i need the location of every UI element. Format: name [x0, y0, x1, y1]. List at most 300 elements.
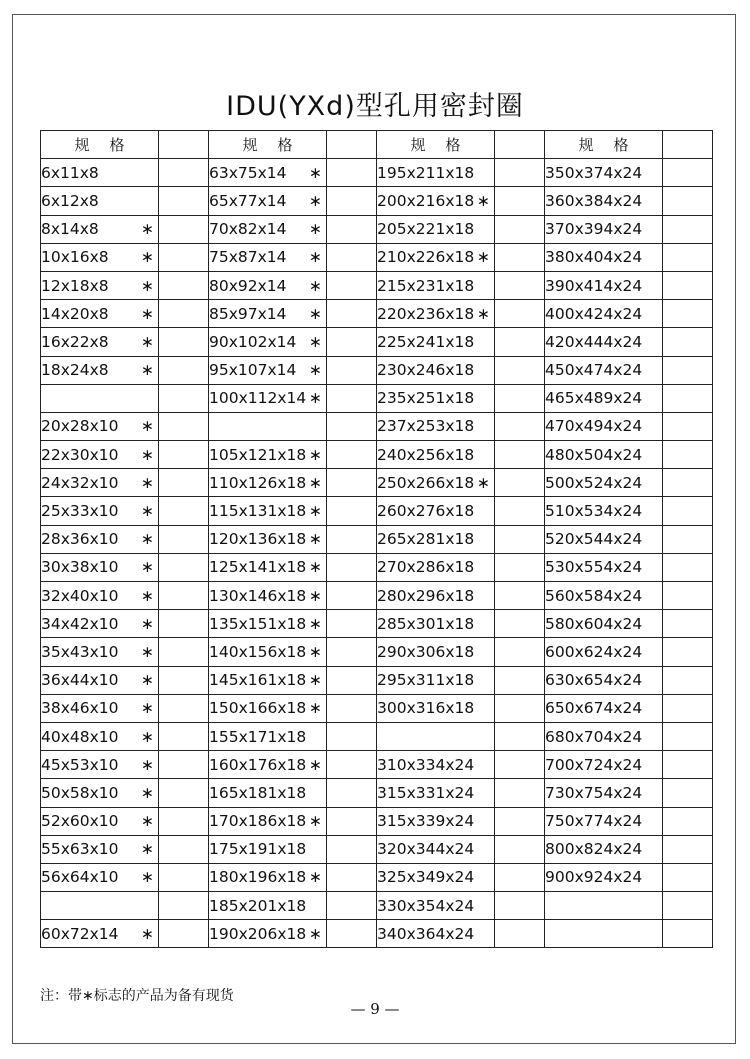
spec-value: 25x33x10 — [41, 502, 119, 521]
spec-value: 210x226x18 — [377, 248, 475, 267]
spec-value: 45x53x10 — [41, 755, 119, 774]
spec-value: 130x146x18 — [209, 586, 307, 605]
spec-cell — [545, 863, 663, 891]
gap-cell — [327, 328, 377, 356]
gap-cell — [495, 610, 545, 638]
spec-cell — [209, 694, 327, 722]
table-row — [41, 159, 713, 187]
spec-value: 105x121x18 — [209, 445, 307, 464]
table-row — [41, 243, 713, 271]
gap-cell — [159, 553, 209, 581]
spec-cell — [545, 243, 663, 271]
spec-cell — [377, 694, 495, 722]
gap-cell — [159, 187, 209, 215]
spec-value: 18x24x8 — [41, 361, 109, 380]
spec-value: 285x301x18 — [377, 614, 475, 633]
in-stock-mark: ∗ — [141, 445, 154, 464]
gap-cell — [327, 582, 377, 610]
gap-cell — [663, 441, 713, 469]
spec-cell — [545, 779, 663, 807]
spec-cell — [377, 159, 495, 187]
spec-value: 470x494x24 — [545, 417, 643, 436]
spec-cell — [41, 159, 159, 187]
gap-cell — [663, 610, 713, 638]
spec-value: 36x44x10 — [41, 671, 119, 690]
spec-cell — [41, 582, 159, 610]
spec-value: 600x624x24 — [545, 642, 643, 661]
spec-value: 35x43x10 — [41, 642, 119, 661]
spec-value: 630x654x24 — [545, 671, 643, 690]
spec-cell — [377, 271, 495, 299]
table-row — [41, 807, 713, 835]
gap-cell — [495, 159, 545, 187]
spec-value: 30x38x10 — [41, 558, 119, 577]
spec-value: 22x30x10 — [41, 445, 119, 464]
gap-cell — [327, 441, 377, 469]
spec-cell — [545, 412, 663, 440]
gap-cell — [495, 131, 545, 159]
gap-cell — [663, 638, 713, 666]
in-stock-mark: ∗ — [309, 868, 322, 887]
spec-cell — [209, 807, 327, 835]
table-row — [41, 441, 713, 469]
gap-cell — [663, 384, 713, 412]
spec-value: 237x253x18 — [377, 417, 475, 436]
spec-cell — [377, 722, 495, 750]
spec-value: 700x724x24 — [545, 755, 643, 774]
gap-cell — [327, 863, 377, 891]
in-stock-mark: ∗ — [309, 163, 322, 182]
in-stock-mark: ∗ — [309, 332, 322, 351]
spec-cell — [209, 441, 327, 469]
spec-value: 65x77x14 — [209, 191, 287, 210]
spec-value: 215x231x18 — [377, 276, 475, 295]
gap-cell — [495, 807, 545, 835]
spec-value: 125x141x18 — [209, 558, 307, 577]
spec-cell — [545, 215, 663, 243]
spec-value: 480x504x24 — [545, 445, 643, 464]
spec-cell — [209, 582, 327, 610]
spec-cell — [41, 694, 159, 722]
spec-cell — [41, 807, 159, 835]
spec-cell — [545, 384, 663, 412]
table-row — [41, 271, 713, 299]
spec-value: 450x474x24 — [545, 361, 643, 380]
spec-cell — [209, 920, 327, 948]
in-stock-mark: ∗ — [141, 642, 154, 661]
spec-value: 225x241x18 — [377, 332, 475, 351]
spec-cell — [377, 441, 495, 469]
spec-value: 6x12x8 — [41, 191, 99, 210]
table-row — [41, 751, 713, 779]
spec-cell — [41, 215, 159, 243]
gap-cell — [327, 243, 377, 271]
spec-value: 34x42x10 — [41, 614, 119, 633]
spec-cell — [377, 187, 495, 215]
in-stock-mark: ∗ — [141, 868, 154, 887]
in-stock-mark: ∗ — [141, 671, 154, 690]
spec-cell — [377, 328, 495, 356]
gap-cell — [327, 469, 377, 497]
table-row — [41, 469, 713, 497]
spec-cell — [377, 920, 495, 948]
gap-cell — [159, 159, 209, 187]
spec-cell — [209, 835, 327, 863]
gap-cell — [159, 300, 209, 328]
spec-cell — [545, 610, 663, 638]
spec-value: 170x186x18 — [209, 812, 307, 831]
spec-value: 160x176x18 — [209, 755, 307, 774]
spec-value: 90x102x14 — [209, 332, 297, 351]
spec-value: 270x286x18 — [377, 558, 475, 577]
spec-cell — [545, 328, 663, 356]
gap-cell — [663, 131, 713, 159]
gap-cell — [495, 243, 545, 271]
spec-value: 50x58x10 — [41, 783, 119, 802]
spec-cell — [41, 525, 159, 553]
gap-cell — [663, 920, 713, 948]
spec-cell — [209, 215, 327, 243]
gap-cell — [159, 807, 209, 835]
spec-cell — [41, 497, 159, 525]
gap-cell — [663, 892, 713, 920]
spec-value: 220x236x18 — [377, 304, 475, 323]
spec-cell — [209, 497, 327, 525]
spec-value: 400x424x24 — [545, 304, 643, 323]
spec-cell — [377, 525, 495, 553]
gap-cell — [327, 638, 377, 666]
table-row — [41, 215, 713, 243]
gap-cell — [495, 300, 545, 328]
spec-value: 580x604x24 — [545, 614, 643, 633]
spec-cell — [41, 384, 159, 412]
spec-cell — [209, 159, 327, 187]
spec-cell — [209, 722, 327, 750]
gap-cell — [663, 187, 713, 215]
spec-value: 38x46x10 — [41, 699, 119, 718]
spec-value: 185x201x18 — [209, 896, 307, 915]
spec-cell — [41, 328, 159, 356]
gap-cell — [327, 187, 377, 215]
spec-value: 95x107x14 — [209, 361, 297, 380]
table-row — [41, 722, 713, 750]
spec-cell — [545, 722, 663, 750]
spec-value: 390x414x24 — [545, 276, 643, 295]
gap-cell — [327, 751, 377, 779]
spec-cell — [377, 215, 495, 243]
gap-cell — [327, 525, 377, 553]
gap-cell — [327, 412, 377, 440]
spec-value: 52x60x10 — [41, 812, 119, 831]
gap-cell — [663, 722, 713, 750]
spec-table — [40, 130, 713, 948]
gap-cell — [159, 271, 209, 299]
spec-cell — [545, 920, 663, 948]
in-stock-mark: ∗ — [141, 783, 154, 802]
gap-cell — [663, 328, 713, 356]
spec-value: 750x774x24 — [545, 812, 643, 831]
gap-cell — [663, 412, 713, 440]
in-stock-mark: ∗ — [309, 389, 322, 408]
header-cell: 规格 — [377, 131, 495, 159]
spec-cell — [41, 469, 159, 497]
in-stock-mark: ∗ — [309, 502, 322, 521]
in-stock-mark: ∗ — [309, 191, 322, 210]
spec-cell — [377, 666, 495, 694]
spec-cell — [377, 412, 495, 440]
spec-cell — [41, 243, 159, 271]
gap-cell — [663, 694, 713, 722]
spec-cell — [545, 469, 663, 497]
spec-value: 340x364x24 — [377, 924, 475, 943]
spec-value: 56x64x10 — [41, 868, 119, 887]
table-row — [41, 610, 713, 638]
spec-value: 190x206x18 — [209, 924, 307, 943]
in-stock-mark: ∗ — [141, 812, 154, 831]
spec-cell — [377, 863, 495, 891]
gap-cell — [663, 469, 713, 497]
gap-cell — [495, 469, 545, 497]
spec-value: 420x444x24 — [545, 332, 643, 351]
gap-cell — [327, 159, 377, 187]
gap-cell — [159, 243, 209, 271]
spec-value: 8x14x8 — [41, 220, 99, 239]
spec-value: 55x63x10 — [41, 840, 119, 859]
spec-cell — [209, 412, 327, 440]
in-stock-mark: ∗ — [309, 248, 322, 267]
in-stock-mark: ∗ — [309, 473, 322, 492]
table-row — [41, 187, 713, 215]
spec-value: 63x75x14 — [209, 163, 287, 182]
gap-cell — [327, 920, 377, 948]
in-stock-mark: ∗ — [141, 840, 154, 859]
spec-value: 510x534x24 — [545, 502, 643, 521]
in-stock-mark: ∗ — [141, 417, 154, 436]
in-stock-mark: ∗ — [141, 276, 154, 295]
spec-cell — [41, 187, 159, 215]
spec-cell — [209, 300, 327, 328]
spec-cell — [377, 300, 495, 328]
in-stock-mark: ∗ — [309, 445, 322, 464]
spec-value: 260x276x18 — [377, 502, 475, 521]
gap-cell — [495, 722, 545, 750]
spec-value: 115x131x18 — [209, 502, 307, 521]
gap-cell — [327, 610, 377, 638]
gap-cell — [327, 694, 377, 722]
spec-cell — [545, 525, 663, 553]
table-row — [41, 694, 713, 722]
spec-value: 465x489x24 — [545, 389, 643, 408]
spec-table-body — [41, 131, 713, 948]
gap-cell — [159, 131, 209, 159]
spec-cell — [41, 441, 159, 469]
spec-value: 265x281x18 — [377, 530, 475, 549]
spec-value: 560x584x24 — [545, 586, 643, 605]
gap-cell — [159, 412, 209, 440]
spec-cell — [209, 328, 327, 356]
spec-cell — [545, 582, 663, 610]
table-row — [41, 582, 713, 610]
spec-value: 320x344x24 — [377, 840, 475, 859]
spec-value: 520x544x24 — [545, 530, 643, 549]
gap-cell — [663, 300, 713, 328]
gap-cell — [159, 666, 209, 694]
spec-value: 80x92x14 — [209, 276, 287, 295]
spec-value: 60x72x14 — [41, 924, 119, 943]
spec-value: 140x156x18 — [209, 642, 307, 661]
spec-cell — [41, 638, 159, 666]
gap-cell — [495, 835, 545, 863]
spec-value: 280x296x18 — [377, 586, 475, 605]
spec-cell — [377, 892, 495, 920]
spec-cell — [545, 835, 663, 863]
spec-value: 360x384x24 — [545, 191, 643, 210]
gap-cell — [495, 215, 545, 243]
spec-value: 300x316x18 — [377, 699, 475, 718]
spec-cell — [41, 835, 159, 863]
spec-value: 20x28x10 — [41, 417, 119, 436]
spec-value: 165x181x18 — [209, 783, 307, 802]
in-stock-mark: ∗ — [141, 304, 154, 323]
spec-value: 12x18x8 — [41, 276, 109, 295]
page-number: — 9 — — [350, 1000, 400, 1018]
gap-cell — [495, 582, 545, 610]
table-row — [41, 863, 713, 891]
spec-cell — [377, 638, 495, 666]
spec-cell — [41, 751, 159, 779]
in-stock-mark: ∗ — [309, 699, 322, 718]
spec-value: 650x674x24 — [545, 699, 643, 718]
table-row — [41, 497, 713, 525]
in-stock-mark: ∗ — [309, 642, 322, 661]
gap-cell — [159, 779, 209, 807]
spec-cell — [209, 666, 327, 694]
spec-cell — [545, 638, 663, 666]
gap-cell — [495, 441, 545, 469]
gap-cell — [159, 356, 209, 384]
spec-cell — [209, 863, 327, 891]
spec-value: 24x32x10 — [41, 473, 119, 492]
spec-cell — [377, 497, 495, 525]
spec-value: 500x524x24 — [545, 473, 643, 492]
table-row — [41, 328, 713, 356]
header-cell: 规格 — [545, 131, 663, 159]
gap-cell — [663, 159, 713, 187]
spec-cell — [41, 666, 159, 694]
spec-value: 295x311x18 — [377, 671, 475, 690]
gap-cell — [159, 525, 209, 553]
gap-cell — [159, 469, 209, 497]
gap-cell — [663, 666, 713, 694]
in-stock-mark: ∗ — [309, 614, 322, 633]
spec-cell — [377, 835, 495, 863]
gap-cell — [495, 356, 545, 384]
gap-cell — [495, 271, 545, 299]
in-stock-mark: ∗ — [477, 191, 490, 210]
spec-value: 315x339x24 — [377, 812, 475, 831]
gap-cell — [159, 497, 209, 525]
gap-cell — [327, 722, 377, 750]
spec-cell — [377, 469, 495, 497]
gap-cell — [663, 807, 713, 835]
gap-cell — [663, 525, 713, 553]
in-stock-mark: ∗ — [141, 220, 154, 239]
spec-cell — [545, 892, 663, 920]
in-stock-mark: ∗ — [141, 332, 154, 351]
gap-cell — [663, 243, 713, 271]
spec-cell — [377, 610, 495, 638]
in-stock-mark: ∗ — [309, 586, 322, 605]
gap-cell — [495, 384, 545, 412]
spec-cell — [377, 779, 495, 807]
gap-cell — [495, 694, 545, 722]
table-row — [41, 835, 713, 863]
gap-cell — [327, 384, 377, 412]
in-stock-mark: ∗ — [477, 304, 490, 323]
gap-cell — [495, 751, 545, 779]
in-stock-mark: ∗ — [309, 924, 322, 943]
spec-value: 75x87x14 — [209, 248, 287, 267]
gap-cell — [495, 328, 545, 356]
in-stock-mark: ∗ — [477, 248, 490, 267]
gap-cell — [663, 215, 713, 243]
gap-cell — [327, 131, 377, 159]
spec-cell — [377, 553, 495, 581]
spec-cell — [545, 271, 663, 299]
table-header-row — [41, 131, 713, 159]
gap-cell — [663, 863, 713, 891]
spec-value: 680x704x24 — [545, 727, 643, 746]
gap-cell — [327, 497, 377, 525]
gap-cell — [159, 384, 209, 412]
in-stock-mark: ∗ — [141, 530, 154, 549]
spec-cell — [41, 412, 159, 440]
spec-cell — [545, 666, 663, 694]
spec-value: 250x266x18 — [377, 473, 475, 492]
spec-value: 28x36x10 — [41, 530, 119, 549]
gap-cell — [495, 638, 545, 666]
gap-cell — [495, 666, 545, 694]
gap-cell — [159, 610, 209, 638]
spec-value: 230x246x18 — [377, 361, 475, 380]
in-stock-mark: ∗ — [141, 473, 154, 492]
in-stock-mark: ∗ — [141, 361, 154, 380]
gap-cell — [327, 553, 377, 581]
spec-value: 240x256x18 — [377, 445, 475, 464]
gap-cell — [327, 779, 377, 807]
spec-value: 6x11x8 — [41, 163, 99, 182]
spec-cell — [545, 300, 663, 328]
spec-value: 175x191x18 — [209, 840, 307, 859]
spec-cell — [41, 610, 159, 638]
in-stock-mark: ∗ — [309, 276, 322, 295]
spec-value: 110x126x18 — [209, 473, 307, 492]
spec-cell — [209, 892, 327, 920]
gap-cell — [663, 582, 713, 610]
spec-cell — [209, 779, 327, 807]
in-stock-mark: ∗ — [477, 473, 490, 492]
spec-cell — [545, 694, 663, 722]
spec-cell — [377, 807, 495, 835]
spec-value: 315x331x24 — [377, 783, 475, 802]
table-row — [41, 779, 713, 807]
gap-cell — [663, 553, 713, 581]
gap-cell — [495, 187, 545, 215]
spec-cell — [545, 187, 663, 215]
spec-value: 155x171x18 — [209, 727, 307, 746]
header-cell: 规格 — [41, 131, 159, 159]
table-row — [41, 892, 713, 920]
